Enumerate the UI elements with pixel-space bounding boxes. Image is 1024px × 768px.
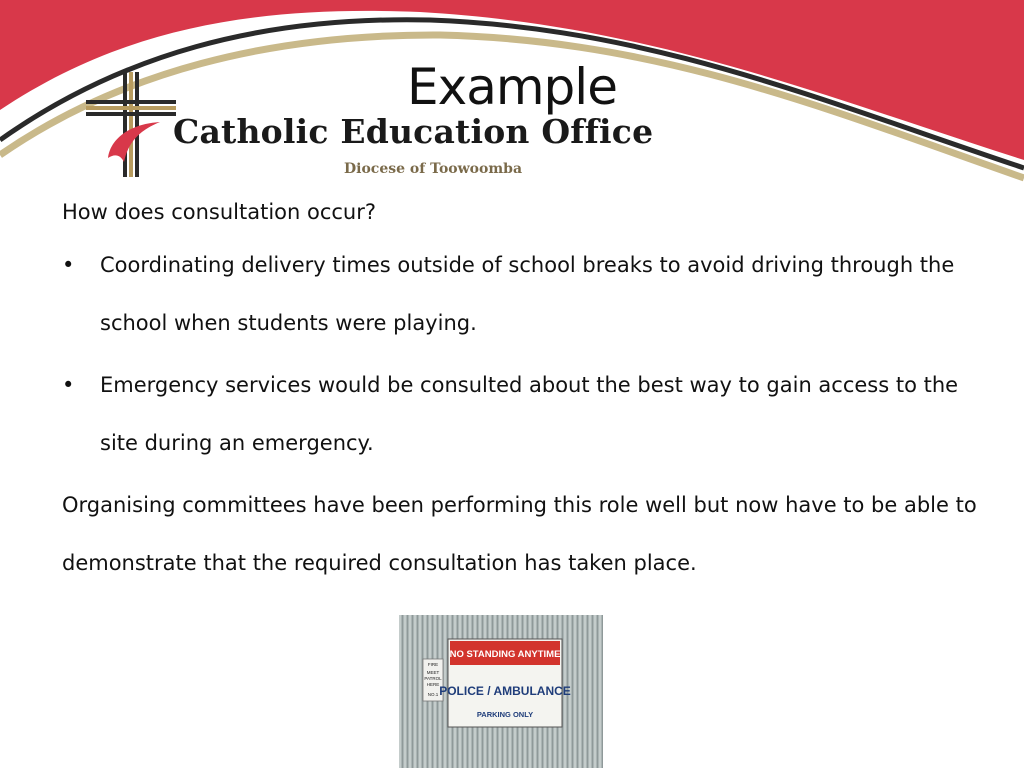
bullet-text: Emergency services would be consulted about the best way to gain access to the site during an emergency. <box>100 373 959 455</box>
sign-sub: PARKING ONLY <box>476 710 534 719</box>
cross-icon <box>80 70 180 182</box>
bullet-text: Coordinating delivery times outside of school breaks to avoid driving through the school when students were playing. <box>100 253 955 335</box>
closing-paragraph: Organising committees have been performing this role well but now have to be able to demonstrate that the required consultation has taken place. <box>62 493 977 575</box>
logo-diocese: Diocese of Toowoomba <box>344 161 523 177</box>
sign-main: POLICE / AMBULANCE <box>439 684 571 698</box>
sign-heading: NO STANDING ANYTIME <box>449 649 561 660</box>
bullet-item <box>62 236 1002 352</box>
small-sign-line: PATROL <box>424 676 442 681</box>
logo-name: Catholic Education Office <box>173 112 654 151</box>
slide-title: Example <box>407 58 617 116</box>
bullet-item <box>62 356 1002 472</box>
bullet-dot: • <box>62 253 75 277</box>
small-sign-line: HERE <box>426 682 440 687</box>
bullet-dot: • <box>62 373 75 397</box>
parking-sign-photo <box>399 615 603 768</box>
catholic-education-office-logo <box>80 70 680 185</box>
small-sign-line: MEET <box>426 670 440 675</box>
intro-question: How does consultation occur? <box>62 200 377 224</box>
slide-body <box>62 196 1002 592</box>
small-sign-line: FIRE <box>427 662 439 667</box>
small-sign-line: NO.1 <box>427 692 439 697</box>
